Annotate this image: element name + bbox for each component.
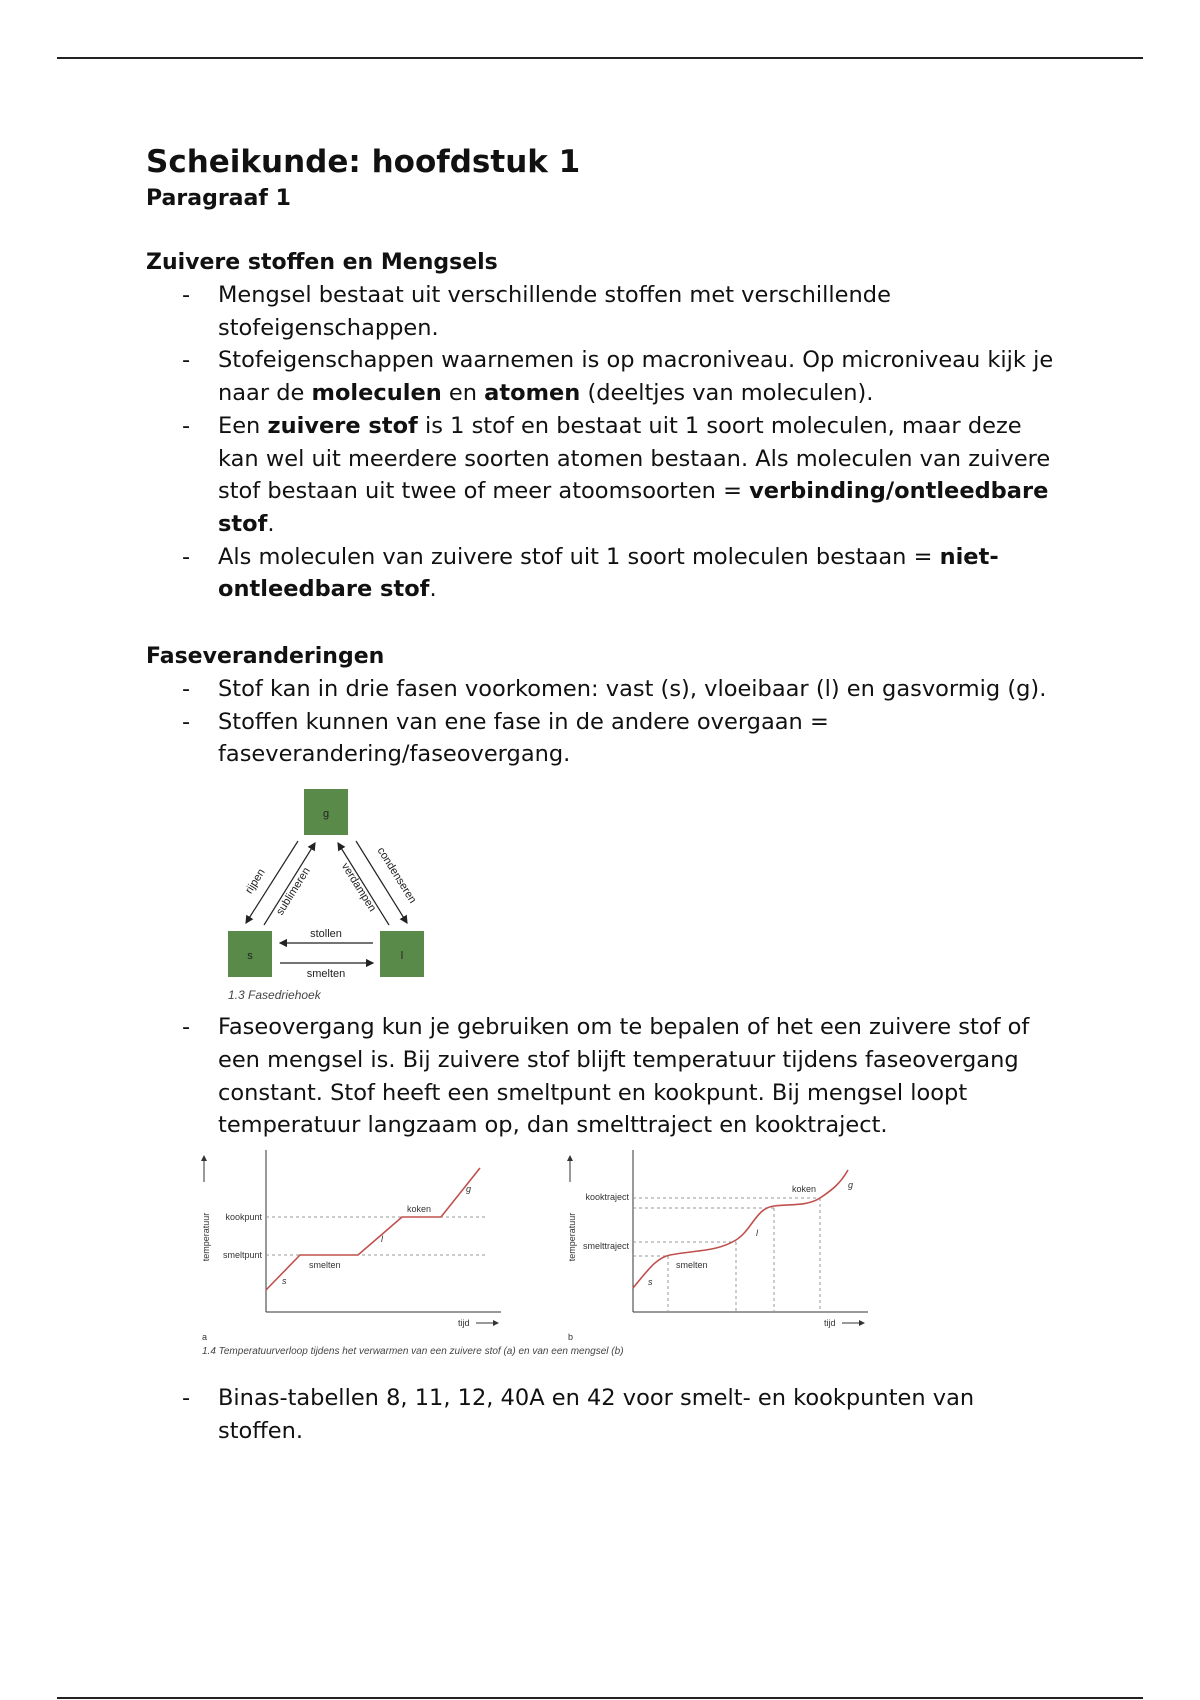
node-s: s [247,950,253,963]
chart-a-curve [266,1168,480,1290]
chart-b-l: l [756,1227,758,1238]
phase-list [146,673,1066,771]
list-item: - Als moleculen van zuivere stof uit 1 soort moleculen bestaan = niet-ontleedbare stof. [146,541,1066,606]
label-sublimeren: sublimeren [274,865,313,918]
list-item: - Stof kan in drie fasen voorkomen: vast (s), vloeibaar (l) en gasvormig (g). [146,673,1066,706]
chart-a-smeltpunt: smeltpunt [222,1249,262,1260]
chart-a-kookpunt: kookpunt [225,1211,262,1222]
chart-b-smelten: smelten [676,1259,708,1270]
phase-triangle-diagram [218,771,438,1011]
chart-a-ylabel: temperatuur [201,1212,211,1262]
list-item: - Faseovergang kun je gebruiken om te bepalen of het een zuivere stof of een mengsel is. Bij zuivere stof blijft temperatuur tijdens faseovergang constant. Stof heeft een smeltpunt en kookpunt. Bij mengsel loopt temperatuur langzaam op, dan smelttraject en kooktraject. [146,1011,1066,1142]
label-smelten: smelten [306,968,346,981]
list-item: - Binas-tabellen 8, 11, 12, 40A en 42 voor smelt- en kookpunten van stoffen. [146,1382,1066,1447]
chart-b-g: g [848,1179,854,1190]
mixtures-list [146,279,1066,606]
label-verdampen: verdampen [338,861,379,915]
chart-b [567,1150,868,1342]
node-g: g [322,808,330,821]
section-heading-phase-changes: Faseveranderingen [146,644,385,670]
temperature-charts-figure [196,1142,1066,1382]
chart-b-koken: koken [792,1183,817,1194]
chart-b-smelttraject: smelttraject [582,1240,629,1251]
triangle-caption: 1.3 Fasedriehoek [228,988,321,1003]
temperature-charts [196,1142,916,1382]
header-rule [57,57,1143,59]
phase-list-continued [146,1011,1066,1142]
footer-rule [57,1697,1143,1699]
label-rijpen: rijpen [243,866,268,897]
chart-a-koken: koken [407,1203,432,1214]
chart-a-s: s [282,1275,287,1286]
list-item: - Stofeigenschappen waarnemen is op macroniveau. Op microniveau kijk je naar de moleculen en atomen (deeltjes van moleculen). [146,344,1066,409]
document-body [146,140,1066,1447]
list-item: - Mengsel bestaat uit verschillende stoffen met verschillende stofeigenschappen. [146,279,1066,344]
chart-a-smelten: smelten [309,1259,341,1270]
phase-triangle-figure [218,771,1066,1011]
page-title: Scheikunde: hoofdstuk 1 [146,144,581,180]
label-condenseren: condenseren [374,845,419,906]
list-item: - Een zuivere stof is 1 stof en bestaat uit 1 soort moleculen, maar deze kan wel uit meerdere soorten atomen bestaan. Als moleculen van zuivere stof bestaan uit twee of meer atoomsoorten = verbinding/ontleedbare stof. [146,410,1066,541]
chart-b-panel-label: b [568,1331,574,1342]
chart-b-kooktraject: kooktraject [585,1191,629,1202]
list-item: - Stoffen kunnen van ene fase in de andere overgaan = faseverandering/faseovergang. [146,706,1066,771]
chart-a-g: g [466,1183,472,1194]
chart-b-s: s [648,1276,653,1287]
chart-a [201,1150,501,1342]
temp-charts-caption: 1.4 Temperatuurverloop tijdens het verwarmen van een zuivere stof (a) en van een mengsel (b) [202,1345,624,1357]
chart-a-panel-label: a [202,1331,208,1342]
node-l: l [400,950,404,963]
phase-list-final [146,1382,1066,1447]
chart-a-xlabel: tijd [458,1317,470,1328]
chart-b-xlabel: tijd [824,1317,836,1328]
label-stollen: stollen [310,928,342,941]
section-heading-mixtures: Zuivere stoffen en Mengsels [146,250,498,275]
paragraph-heading: Paragraaf 1 [146,186,291,211]
chart-b-ylabel: temperatuur [567,1212,577,1262]
chart-a-l: l [381,1233,383,1244]
